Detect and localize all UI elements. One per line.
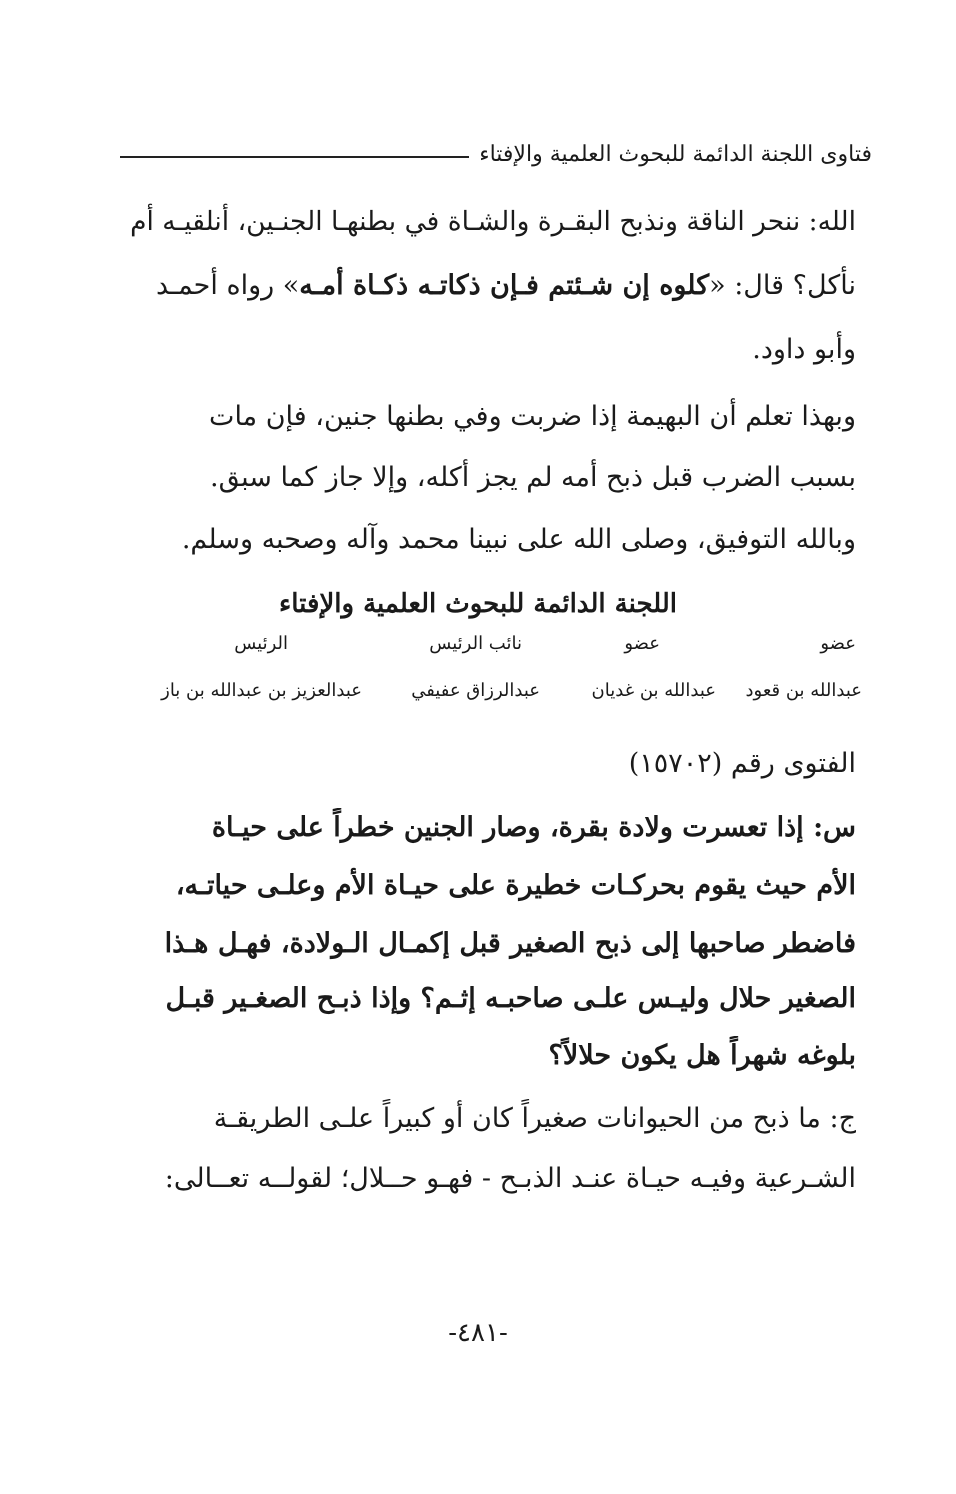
para1-line2 — [128, 266, 856, 306]
para2-line2: بسبب الضرب قبل ذبح أمه لم يجز أكله، وإلا جاز كما سبق. — [209, 462, 856, 493]
question-line1: س: إذا تعسرت ولادة بقرة، وصار الجنين خطراً على حيـاة — [211, 812, 856, 843]
answer-line1: ج: ما ذبح من الحيوانات صغيراً كان أو كبيراً علـى الطريقـة — [213, 1103, 856, 1134]
para2-line1: وبهذا تعلم أن البهيمة إذا ضربت وفي بطنها جنين، فإن مات — [209, 401, 856, 432]
question-line3: فاضطر صاحبها إلى ذبح الصغير قبل إكمـال الـولادة، فهـل هـذا — [164, 928, 856, 959]
question-line4: الصغير حلال وليـس علـى صاحبـه إثـم؟ وإذا ذبـح الصغـير قبـل — [165, 983, 856, 1014]
role-vice-president: نائب الرئيس — [429, 633, 522, 654]
para1-line1: الله: ننحر الناقة ونذبح البقـرة والشـاة في بطنهـا الجنـين، أنلقيـه أم — [130, 206, 856, 237]
para1-line2-start: نأكل؟ قال: « — [709, 270, 856, 301]
para1-line3: وأبو داود. — [752, 334, 856, 365]
page-number: -٤٨١- — [448, 1318, 508, 1348]
closing-line: وبالله التوفيق، وصلى الله على نبينا محمد وآله وصحبه وسلم. — [181, 524, 856, 555]
header-rule — [120, 156, 469, 158]
member-name-2: عبدالله بن غديان — [591, 680, 716, 701]
signature-roles — [116, 630, 856, 658]
fatwa-number: الفتوى رقم (١٥٧٠٢) — [628, 748, 856, 779]
member-name-4: عبدالعزيز بن عبدالله بن باز — [161, 680, 362, 701]
member-name-1: عبدالله بن قعود — [745, 680, 862, 701]
question-line2: الأم حيث يقوم بحركـات خطيرة على حيـاة الأم وعلـى حياتـه، — [175, 870, 856, 901]
question-line5: بلوغه شهراً هل يكون حلالاً؟ — [548, 1040, 856, 1071]
role-president: الرئيس — [234, 633, 288, 654]
signature-names — [116, 677, 862, 705]
running-header — [120, 136, 872, 172]
hadith-quote: كلوه إن شـئتم فـإن ذكاتـه ذكـاة أمـه — [299, 270, 710, 301]
member-name-3: عبدالرزاق عفيفي — [411, 680, 540, 701]
role-member-2: عضو — [624, 633, 660, 654]
para1-line2-end: » رواه أحمـد — [155, 270, 300, 301]
answer-line2: الشـرعية وفيـه حيـاة عنـد الذبـح - فهـو حــلال؛ لقولــه تعــالى: — [164, 1163, 856, 1194]
committee-name: اللجنة الدائمة للبحوث العلمية والإفتاء — [279, 589, 677, 619]
header-title: فتاوى اللجنة الدائمة للبحوث العلمية والإفتاء — [479, 141, 872, 167]
role-member-1: عضو — [820, 633, 856, 654]
